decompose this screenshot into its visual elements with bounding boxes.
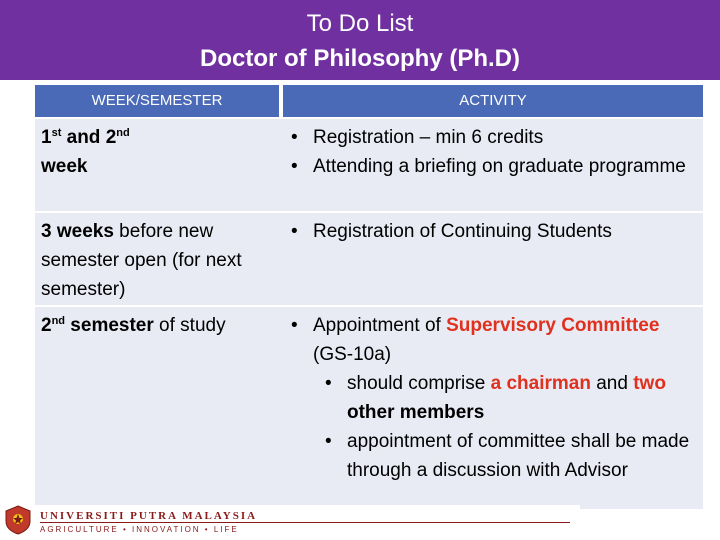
list-item: • Registration – min 6 credits xyxy=(291,123,699,152)
university-tagline: AGRICULTURE • INNOVATION • LIFE xyxy=(40,525,239,534)
table-row xyxy=(35,117,703,213)
bullet-icon: • xyxy=(325,373,332,394)
activity-cell xyxy=(291,217,699,246)
bullet-icon: • xyxy=(291,156,298,177)
list-item: • Attending a briefing on graduate programme xyxy=(291,152,699,181)
university-footer xyxy=(0,505,580,540)
week-cell: 2nd semester of study xyxy=(41,315,226,336)
university-seal-icon xyxy=(4,505,32,535)
week-cell: 1st and 2nd week xyxy=(41,127,130,177)
bullet-icon: • xyxy=(291,127,298,148)
table-row xyxy=(35,211,703,307)
list-item: • Registration of Continuing Students xyxy=(291,217,699,246)
list-item: • Appointment of Supervisory Committee (GS-10a) xyxy=(291,311,699,369)
title-subheading: Doctor of Philosophy (Ph.D) xyxy=(200,45,520,72)
activity-cell xyxy=(291,311,699,485)
bullet-icon: • xyxy=(291,221,298,242)
bullet-icon: • xyxy=(291,315,298,336)
sub-list-item: • should comprise a chairman and two other members xyxy=(291,369,699,427)
title-banner xyxy=(0,0,720,80)
column-header-activity: ACTIVITY xyxy=(283,85,703,117)
table-row xyxy=(35,305,703,509)
sub-list-item: • appointment of committee shall be made through a discussion with Advisor xyxy=(291,427,699,485)
column-header-week: WEEK/SEMESTER xyxy=(35,85,279,117)
week-cell: 3 weeks before new semester open (for next semester) xyxy=(41,221,242,300)
footer-divider xyxy=(40,522,570,523)
university-name: UNIVERSITI PUTRA MALAYSIA xyxy=(40,510,258,522)
title-heading: To Do List xyxy=(306,10,414,37)
bullet-icon: • xyxy=(325,431,332,452)
activity-cell xyxy=(291,123,699,181)
